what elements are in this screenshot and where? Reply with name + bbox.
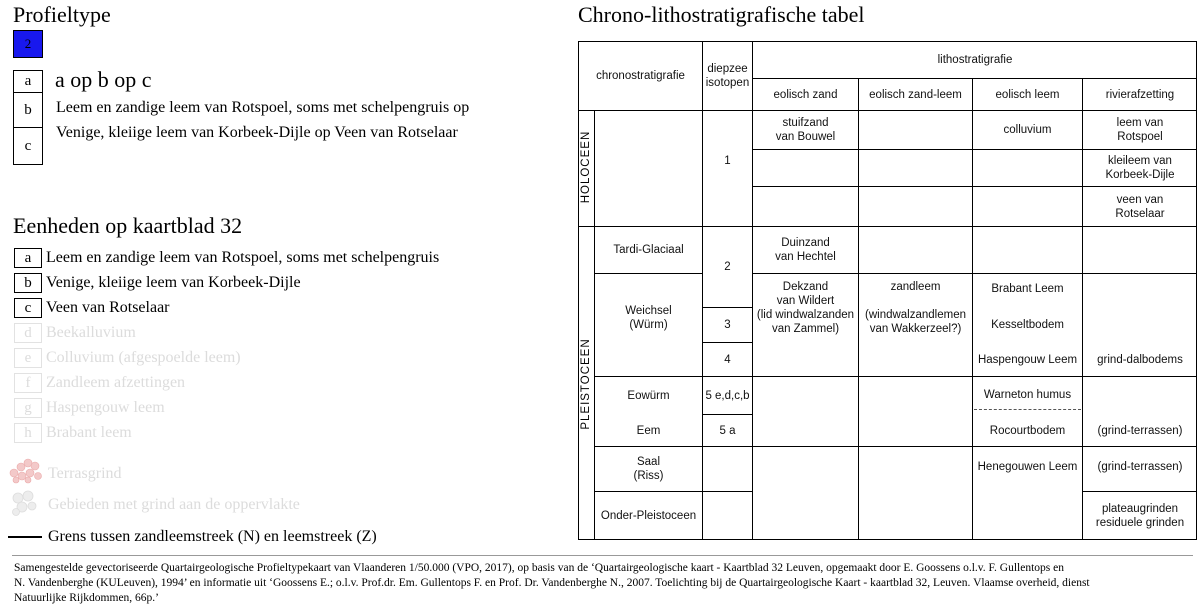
legend-label: Beekalluvium (46, 324, 136, 341)
isotope-3: 3 (724, 319, 731, 331)
boundary-label: Grens tussen zandleemstreek (N) en leemstreek (Z) (48, 528, 377, 545)
header-eolisch-zand: eolisch zand (773, 88, 838, 101)
isotope-2: 2 (724, 261, 731, 273)
leem-haspengouw: Haspengouw Leem (977, 354, 1078, 366)
isotope-1: 1 (724, 155, 731, 167)
units-title: Eenheden op kaartblad 32 (13, 213, 243, 238)
legend-label: Leem en zandige leem van Rotspoel, soms met schelpengruis (46, 249, 440, 266)
boundary-line-icon (8, 536, 42, 538)
table-title: Chrono-lithostratigrafische tabel (578, 2, 865, 27)
zand-bouwel: stuifzand van Bouwel (775, 117, 836, 143)
profile-formula: a op b op c (55, 67, 152, 92)
zand-wildert: Dekzand van Wildert (lid windwalzanden van Zammel) (756, 281, 855, 335)
legend-key: f (14, 373, 42, 393)
legend-label: Veen van Rotselaar (46, 299, 170, 316)
leem-warneton: Warneton humus (983, 389, 1072, 401)
era-holoceen: HOLOCEEN (580, 130, 592, 204)
legend-key: h (14, 423, 42, 443)
rivier-plateaugrinden: plateaugrinden residuele grinden (1095, 503, 1185, 529)
strat-table (578, 41, 1197, 540)
header-rivierafzetting: rivierafzetting (1105, 88, 1175, 101)
chrono-onder-pleistoceen: Onder-Pleistoceen (600, 510, 697, 522)
chrono-saal: Saal (Riss) (633, 456, 664, 482)
legend-label: Zandleem afzettingen (46, 374, 186, 391)
footer-line-3: Natuurlijke Rijkdommen, 66p.’ (14, 592, 160, 604)
profile-description-line1: Leem en zandige leem van Rotspoel, soms met schelpengruis op (56, 99, 470, 116)
legend-label: Colluvium (afgespoelde leem) (46, 349, 241, 366)
grind-area-symbol-icon (8, 488, 44, 518)
terrasgrind-label: Terrasgrind (48, 465, 122, 482)
rivier-korbeek-dijle: kleileem van Korbeek-Dijle (1105, 155, 1175, 181)
legend-key: d (14, 323, 42, 343)
isotope-5a: 5 a (719, 424, 736, 437)
chrono-tardi-glaciaal: Tardi-Glaciaal (613, 244, 684, 256)
isotope-4: 4 (724, 353, 731, 366)
chrono-weichsel: Weichsel (Würm) (625, 305, 672, 331)
leem-kesseltbodem: Kesseltbodem (991, 319, 1064, 331)
stack-layer-a: a (13, 70, 43, 93)
legend-key: g (14, 398, 42, 418)
profile-description-line2: Venige, kleiige leem van Korbeek-Dijle op Veen van Rotselaar (56, 124, 458, 141)
profile-title: Profieltype (13, 2, 111, 27)
leem-rocourt: Rocourtbodem (989, 425, 1066, 437)
header-chronostratigrafie: chronostratigrafie (596, 70, 685, 82)
rivier-grind-terrassen-eem: (grind-terrassen) (1097, 425, 1183, 437)
footer-citation (14, 561, 1189, 606)
zand-hechtel: Duinzand van Hechtel (775, 237, 836, 263)
footer-line-1: Samengestelde gevectoriseerde Quartairgeologische Profieltypekaart van Vlaanderen 1/50.000 (VPO, 2017), op basis van de ‘Quartairgeologische kaart - Kaartblad 32 Leuven, opgemaakt door E. Goossens o.l.v. F. Gullentops en (14, 562, 1064, 574)
header-eolisch-leem: eolisch leem (995, 88, 1060, 101)
zandleem-wakkerzeel: zandleem (windwalzandlemen van Wakkerzeel?) (865, 281, 966, 335)
rivier-veen-rotselaar: veen van Rotselaar (1115, 193, 1165, 220)
rivier-rotspoel: leem van Rotspoel (1116, 117, 1164, 143)
rivier-grind-dalbodems: grind-dalbodems (1097, 354, 1183, 366)
rivier-grind-terrassen-saal: (grind-terrassen) (1097, 461, 1183, 473)
profile-stack (13, 70, 43, 165)
isotope-5-e-d-c-b: 5 e,d,c,b (705, 389, 750, 402)
chrono-eem: Eem (636, 424, 661, 437)
header-isotopes: diepzee isotopen (705, 63, 750, 89)
header-lithostratigrafie: lithostratigrafie (937, 54, 1013, 66)
grind-area-label: Gebieden met grind aan de oppervlakte (48, 496, 300, 513)
stack-layer-c: c (13, 127, 43, 165)
legend-key: e (14, 348, 42, 368)
chrono-eowurm: Eowürm (627, 390, 670, 402)
profile-color-swatch: 2 (13, 30, 43, 58)
legend-key: b (14, 273, 42, 293)
leem-brabant: Brabant Leem (991, 283, 1064, 295)
leem-colluvium: colluvium (1003, 124, 1052, 136)
era-pleistoceen: PLEISTOCEEN (580, 338, 592, 430)
leem-henegouwen: Henegouwen Leem (977, 461, 1078, 473)
terrasgrind-symbol-icon (8, 457, 44, 485)
footer-divider (12, 555, 1193, 556)
legend-label: Brabant leem (46, 424, 132, 441)
legend-label: Venige, kleiige leem van Korbeek-Dijle (46, 274, 301, 291)
stack-layer-b: b (13, 92, 43, 128)
legend-label: Haspengouw leem (46, 399, 165, 416)
legend-key: a (14, 248, 42, 268)
footer-line-2: N. Vandenberghe (KULeuven), 1994’ en informatie uit ‘Goossens E.; o.l.v. Prof.dr. Em. Gullentops F. en Prof. Dr. Vandenberghe N., 2007. Toelichting bij de Quartairgeologische Kaart - kaartblad 32, Leuven. Vlaamse overheid, dienst (14, 577, 1090, 589)
legend-key: c (14, 298, 42, 318)
header-eolisch-zand-leem: eolisch zand-leem (869, 88, 962, 101)
